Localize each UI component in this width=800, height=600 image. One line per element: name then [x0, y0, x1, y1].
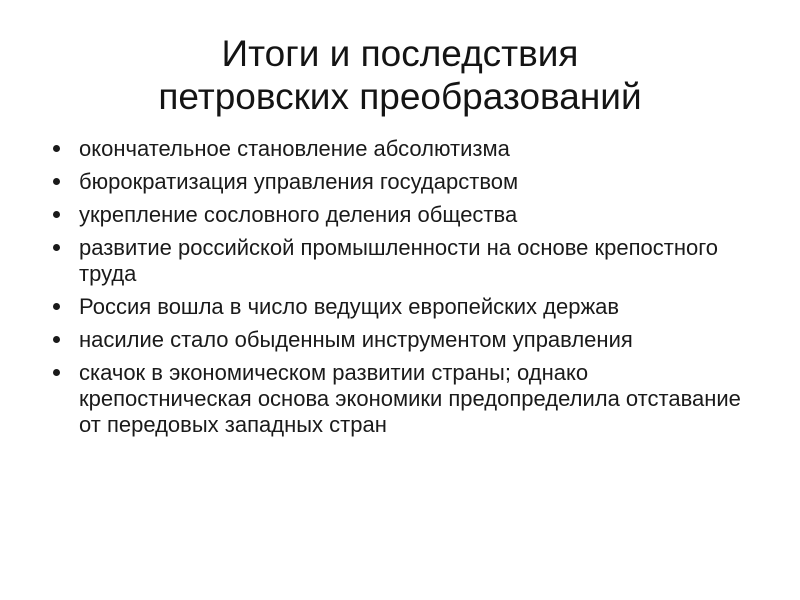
- slide-title-line-2: петровских преобразований: [158, 76, 642, 117]
- slide-title: [0, 32, 800, 118]
- bullet-dot-icon: [53, 336, 60, 343]
- bullet-text: развитие российской промышленности на основе крепостного труда: [79, 235, 718, 286]
- bullet-item: [50, 327, 750, 353]
- bullet-text: насилие стало обыденным инструментом управления: [79, 327, 633, 352]
- bullet-item: [50, 235, 750, 287]
- bullet-dot-icon: [53, 303, 60, 310]
- bullet-dot-icon: [53, 211, 60, 218]
- bullet-text: окончательное становление абсолютизма: [79, 136, 510, 161]
- slide-title-line-1: Итоги и последствия: [221, 33, 579, 74]
- bullet-text: Россия вошла в число ведущих европейских держав: [79, 294, 620, 319]
- bullet-dot-icon: [53, 244, 60, 251]
- bullet-dot-icon: [53, 145, 60, 152]
- bullet-dot-icon: [53, 178, 60, 185]
- bullet-text: укрепление сословного деления общества: [79, 202, 518, 227]
- bullet-item: [50, 294, 750, 320]
- bullet-item: [50, 136, 750, 162]
- bullet-list: [50, 136, 750, 445]
- bullet-item: [50, 169, 750, 195]
- bullet-item: [50, 202, 750, 228]
- bullet-text: бюрократизация управления государством: [79, 169, 519, 194]
- bullet-item: [50, 360, 750, 438]
- bullet-text: скачок в экономическом развитии страны; однако крепостническая основа экономики предопределила отставание от передовых западных стран: [79, 360, 741, 437]
- bullet-dot-icon: [53, 369, 60, 376]
